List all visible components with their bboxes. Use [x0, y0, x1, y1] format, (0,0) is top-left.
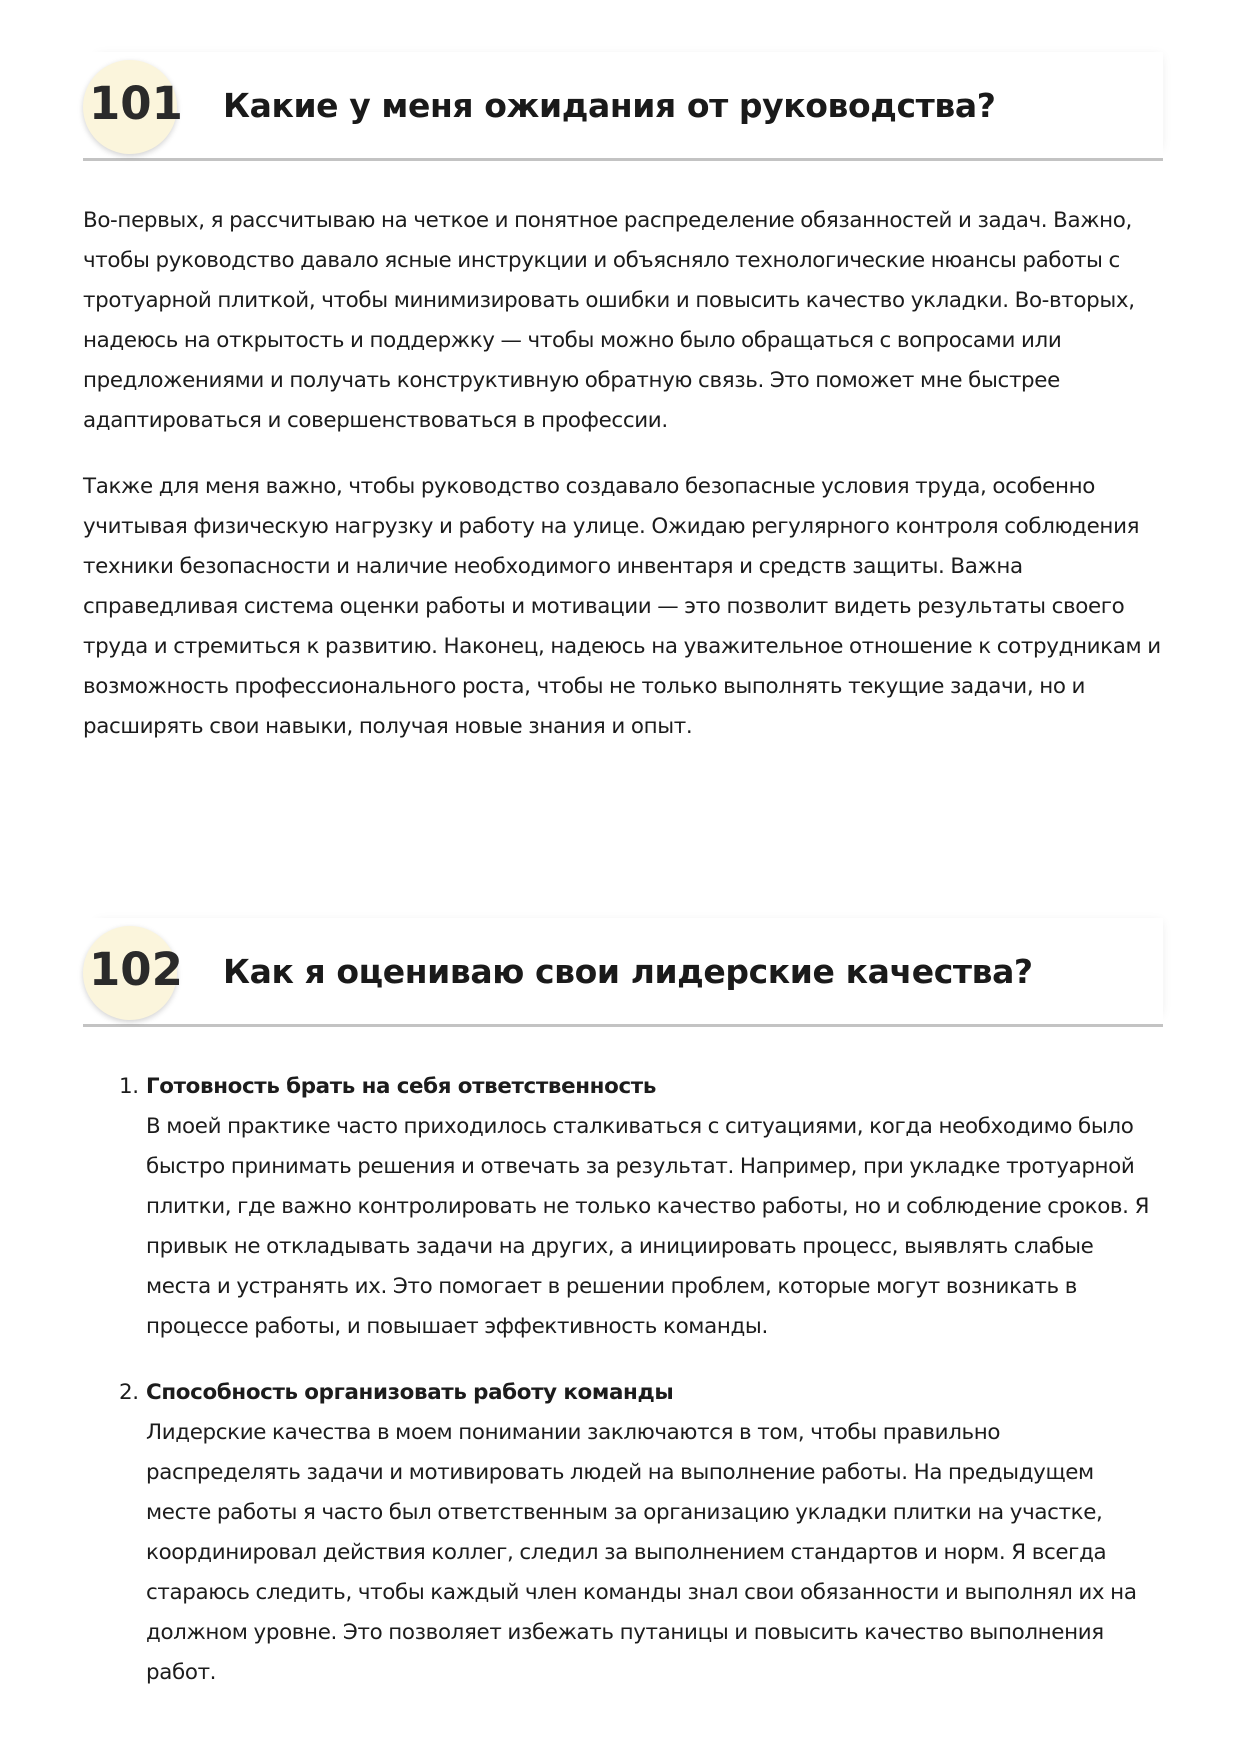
section-number: 101 — [89, 77, 183, 130]
paragraph: Также для меня важно, чтобы руководство создавало безопасные условия труда, особенно учитывая физическую нагрузку и работу на улице. Ожидаю регулярного контроля соблюдения техники безопасности и наличие необходимого инвентаря и средств защиты. Важна справедливая система оценки работы и мотивации — это позволит видеть результаты своего труда и стремиться к развитию. Наконец, надеюсь на уважительное отношение к сотрудникам и возможность профессионального роста, чтобы не только выполнять текущие задачи, но и расширять свои навыки, получая новые знания и опыт. — [83, 474, 1161, 739]
section-header — [83, 918, 1163, 1027]
qualities-list — [83, 1067, 1163, 1693]
list-item-number: 2. — [119, 1380, 139, 1405]
list-item-body: Лидерские качества в моем понимании заключаются в том, чтобы правильно распределять задачи и мотивировать людей на выполнение работы. На предыдущем месте работы я часто был ответственным за организацию укладки плитки на участке, координировал действия коллег, следил за выполнением стандартов и норм. Я всегда стараюсь следить, чтобы каждый член команды знал свои обязанности и выполнял их на должном уровне. Это позволяет избежать путаницы и повысить качество выполнения работ. — [146, 1420, 1137, 1685]
section-header — [83, 52, 1163, 161]
section-title: Какие у меня ожидания от руководства? — [223, 86, 996, 125]
section-title: Как я оцениваю свои лидерские качества? — [223, 952, 1033, 991]
list-item-title: Способность организовать работу команды — [146, 1380, 674, 1405]
paragraph: Во-первых, я рассчитываю на четкое и понятное распределение обязанностей и задач. Важно, чтобы руководство давало ясные инструкции и объясняло технологические нюансы работы с тротуарной плиткой, чтобы минимизировать ошибки и повысить качество укладки. Во-вторых, надеюсь на открытость и поддержку — чтобы можно было обращаться с вопросами или предложениями и получать конструктивную обратную связь. Это поможет мне быстрее адаптироваться и совершенствоваться в профессии. — [83, 208, 1135, 433]
section-102 — [83, 918, 1163, 1719]
list-item-title: Готовность брать на себя ответственность — [146, 1074, 657, 1099]
list-item — [83, 1373, 1163, 1693]
section-body — [83, 201, 1163, 747]
list-item-number: 1. — [119, 1074, 139, 1099]
list-item — [83, 1067, 1163, 1347]
section-number: 102 — [89, 943, 183, 996]
list-item-body: В моей практике часто приходилось сталкиваться с ситуациями, когда необходимо было быстро принимать решения и отвечать за результат. Например, при укладке тротуарной плитки, где важно контролировать не только качество работы, но и соблюдение сроков. Я привык не откладывать задачи на других, а инициировать процесс, выявлять слабые места и устранять их. Это помогает в решении проблем, которые могут возникать в процессе работы, и повышает эффективность команды. — [146, 1114, 1150, 1339]
section-101 — [83, 52, 1163, 773]
